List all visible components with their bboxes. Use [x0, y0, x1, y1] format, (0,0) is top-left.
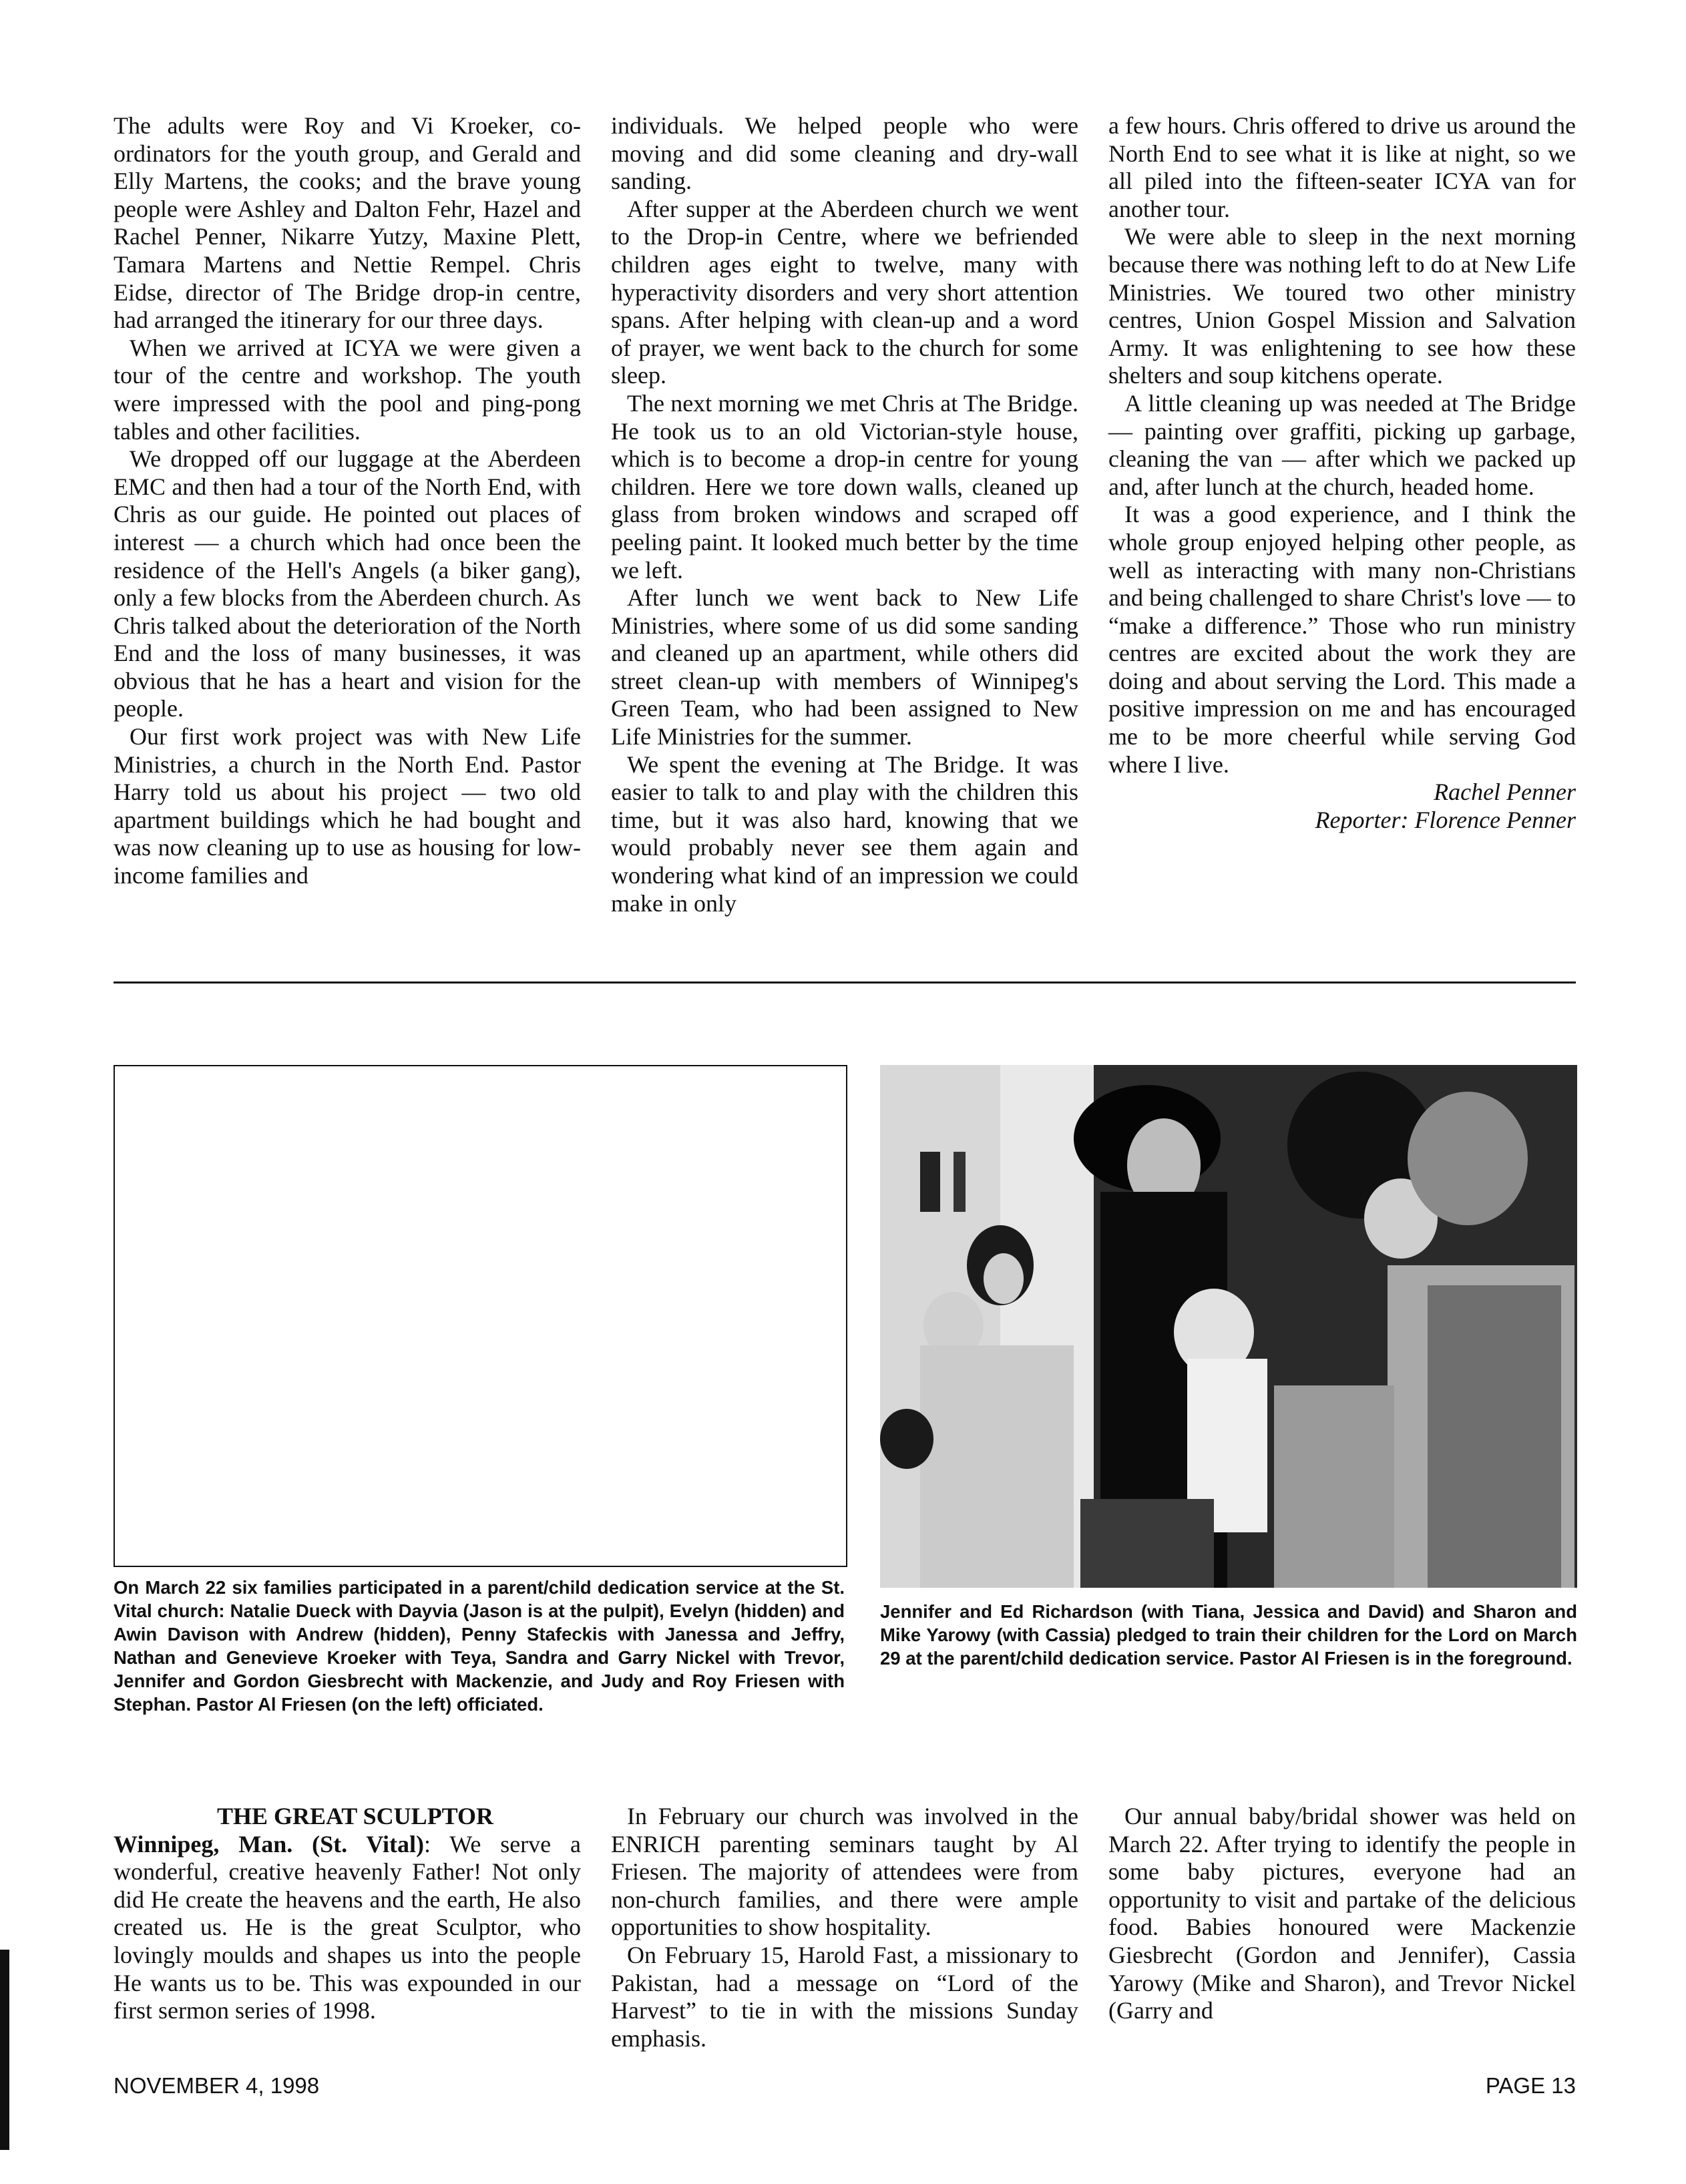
paragraph: We dropped off our luggage at the Aberdeen EMC and then had a tour of the North End, with Chris as our guide. He pointed out places of interest — a church which had once been the residence of the Hell's Angels (a biker gang), only a few blocks from the Aberdeen church. As Chris talked about the deterioration of the North End and the loss of many businesses, it was obvious that he has a heart and vision for the people.	[114, 445, 581, 722]
paragraph: We spent the evening at The Bridge. It was easier to talk to and play with the children this time, but it was also hard, knowing that we would probably never see them again and wondering what kind of an impression we could make in only	[611, 750, 1078, 917]
paragraph: After lunch we went back to New Life Ministries, where some of us did some sanding and cleaned up an apartment, while others did street clean-up with members of Winnipeg's Green Team, who had been assigned to New Life Ministries for the summer.	[611, 584, 1078, 750]
photo-caption-left: On March 22 six families participated in a parent/child dedication service at the St. Vital church: Natalie Dueck with Dayvia (Jason is at the pulpit), Evelyn (hidden) and Awin Davison with Andrew (hidden), Penny Stafeckis with Janessa and Jeffry, Nathan and Genevieve Kroeker with Teya, Sandra and Garry Nickel with Trevor, Jennifer and Gordon Giesbrecht with Mackenzie, and Judy and Roy Friesen with Stephan. Pastor Al Friesen (on the left) officiated.	[114, 1577, 845, 1715]
dateline: Winnipeg, Man. (St. Vital)	[114, 1830, 425, 1858]
paragraph: We were able to sleep in the next morning because there was nothing left to do at New Life Ministries. We toured two other ministry centres, Union Gospel Mission and Salvation Army. It was enlightening to see how these shelters and soup kitchens operate.	[1108, 223, 1576, 389]
article-column-1	[114, 112, 581, 890]
paragraph: Our first work project was with New Life Ministries, a church in the North End. Pastor Harry told us about his project — two old apartment buildings which he had bought and was now cleaning up to use as housing for low-income families and	[114, 723, 581, 889]
paragraph: a few hours. Chris offered to drive us around the North End to see what it is like at night, so we all piled into the fifteen-seater ICYA van for another tour.	[1108, 112, 1576, 222]
photo-illustration	[880, 1065, 1577, 1588]
article-bottom-column-1	[114, 1803, 581, 2025]
photo-frame-left	[114, 1065, 847, 1567]
footer-date: NOVEMBER 4, 1998	[114, 2073, 320, 2098]
paragraph: Our annual baby/bridal shower was held on March 22. After trying to identify the people in some baby pictures, everyone had an opportunity to visit and partake of the delicious food. Babies honoured were Mackenzie Giesbrecht (Gordon and Jennifer), Cassia Yarowy (Mike and Sharon), and Trevor Nickel (Garry and	[1108, 1803, 1576, 2024]
paragraph: In February our church was involved in the ENRICH parenting seminars taught by Al Friesen. The majority of attendees were from non-church families, and there were ample opportunities to show hospitality.	[611, 1803, 1078, 1941]
paragraph: individuals. We helped people who were moving and did some cleaning and dry-wall sanding.	[611, 112, 1078, 195]
photo-dedication-service	[880, 1065, 1577, 1588]
paragraph	[114, 1831, 581, 2025]
article-column-2	[611, 112, 1078, 917]
author-signature: Rachel Penner	[1434, 779, 1576, 806]
section-divider	[114, 981, 1576, 984]
paragraph: After supper at the Aberdeen church we went to the Drop-in Centre, where we befriended children ages eight to twelve, many with hyperactivity disorders and very short attention spans. After helping with clean-up and a word of prayer, we went back to the church for some sleep.	[611, 195, 1078, 389]
scan-edge-mark	[0, 1950, 9, 2150]
article-bottom-column-2	[611, 1803, 1078, 2052]
paragraph: A little cleaning up was needed at The Bridge — painting over graffiti, picking up garbage, cleaning the van — after which we packed up and, after lunch at the church, headed home.	[1108, 389, 1576, 500]
paragraph: The adults were Roy and Vi Kroeker, co-ordinators for the youth group, and Gerald and Elly Martens, the cooks; and the brave young people were Ashley and Dalton Fehr, Hazel and Rachel Penner, Nikarre Yutzy, Maxine Plett, Tamara Martens and Nettie Rempel. Chris Eidse, director of The Bridge drop-in centre, had arranged the itinerary for our three days.	[114, 112, 581, 334]
article-bottom-column-3	[1108, 1803, 1576, 2025]
article-column-3	[1108, 112, 1576, 834]
paragraph-text: : We serve a wonderful, creative heavenly Father! Not only did He create the heavens and the earth, He also created us. He is the great Sculptor, who lovingly moulds and shapes us into the people He wants us to be. This was expounded in our first sermon series of 1998.	[114, 1830, 581, 2024]
photo-caption-right: Jennifer and Ed Richardson (with Tiana, Jessica and David) and Sharon and Mike Yarowy (with Cassia) pledged to train their children for the Lord on March 29 at the parent/child dedication service. Pastor Al Friesen is in the foreground.	[880, 1601, 1577, 1669]
paragraph: When we arrived at ICYA we were given a tour of the centre and workshop. The youth were impressed with the pool and ping-pong tables and other facilities.	[114, 334, 581, 445]
paragraph: It was a good experience, and I think the whole group enjoyed helping other people, as well as interacting with many non-Christians and being challenged to share Christ's love — to “make a difference.” Those who run ministry centres are excited about the work they are doing and about serving the Lord. This made a positive impression on me and has encouraged me to be more cheerful while serving God where I live.	[1108, 501, 1576, 778]
paragraph: The next morning we met Chris at The Bridge. He took us to an old Victorian-style house, which is to become a drop-in centre for young children. Here we tore down walls, cleaned up glass from broken windows and scraped off peeling paint. It looked much better by the time we left.	[611, 389, 1078, 584]
reporter-signature: Reporter: Florence Penner	[1315, 806, 1576, 833]
paragraph: On February 15, Harold Fast, a missionary to Pakistan, had a message on “Lord of the Harvest” to tie in with the missions Sunday emphasis.	[611, 1941, 1078, 2052]
article-heading: THE GREAT SCULPTOR	[216, 1803, 494, 1829]
footer-page-number: PAGE 13	[1485, 2073, 1576, 2098]
